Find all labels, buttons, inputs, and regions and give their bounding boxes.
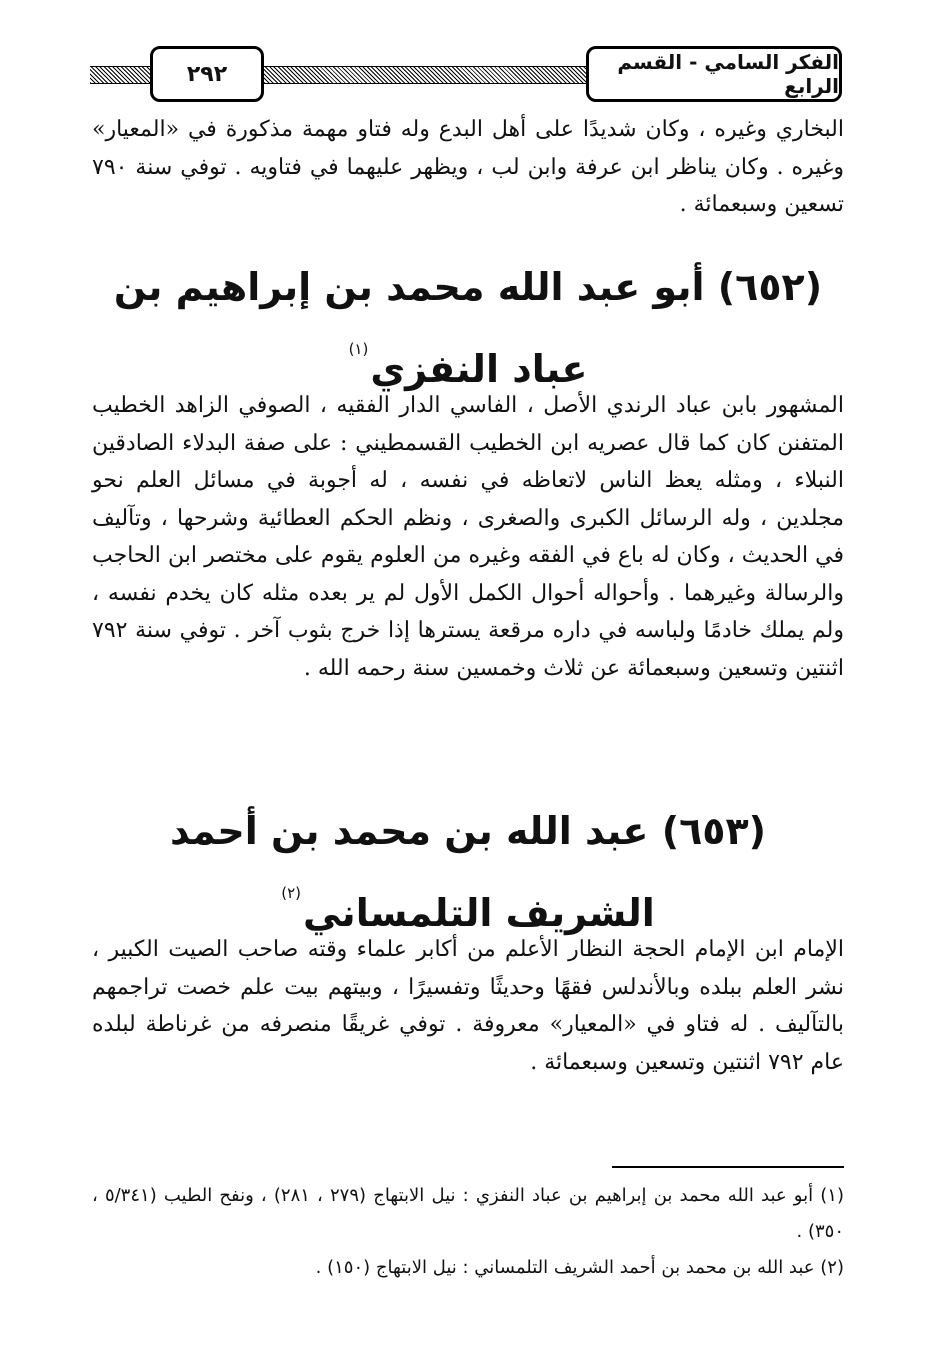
page-number: ٢٩٢ xyxy=(150,46,264,102)
entry-652-note-ref: (١) xyxy=(348,340,369,358)
page-header xyxy=(90,40,842,102)
entry-653-note-ref: (٢) xyxy=(281,884,301,902)
footnotes xyxy=(92,1178,844,1286)
entry-652-heading xyxy=(92,256,844,400)
footnote-2: (٢) عبد الله بن محمد بن أحمد الشريف التلمساني : نيل الابتهاج (١٥٠) . xyxy=(315,1257,844,1278)
entry-653-title: (٦٥٣) عبد الله بن محمد بن أحمد الشريف التلمساني xyxy=(169,809,767,935)
intro-text: البخاري وغيره ، وكان شديدًا على أهل البدع وله فتاو مهمة مذكورة في «المعيار» وغيره . وكان يناظر ابن عرفة وابن لب ، ويظهر عليهما في فتاويه . توفي سنة ٧٩٠ تسعين وسبعمائة . xyxy=(92,117,844,217)
entry-653-text: الإمام ابن الإمام الحجة النظار الأعلم من أكابر علماء وقته صاحب الصيت الكبير ، نشر العلم ببلده وبالأندلس فقهًا وحديثًا وتفسيرًا ، وبيتهم بيت علم خصت تراجمهم بالتآليف . له فتاو في «المعيار» معروفة . توفي غريقًا منصرفه من غرناطة لبلده عام ٧٩٢ اثنتين وتسعين وسبعمائة . xyxy=(92,937,845,1075)
entry-652-text: المشهور بابن عباد الرندي الأصل ، الفاسي الدار الفقيه ، الصوفي الزاهد الخطيب المتفنن كان كما قال عصريه ابن الخطيب القسمطيني : على صفة البدلاء الصادقين النبلاء ، ومثله يعظ الناس لاتعاظه في نفسه ، له أجوبة في مسائل العلم نحو مجلدين ، وله الرسائل الكبرى والصغرى ، ونظم الحكم العطائية وشرحها ، وتآليف في الحديث ، وكان له باع في الفقه وغيره من العلوم يقوم على مختصر ابن الحاجب والرسالة وغيرهما . وأحواله أحوال الكمل الأول لم ير بعده مثله كان يخدم نفسه ، ولم يملك خادمًا ولباسه في داره مرقعة يسترها إذا خرج بثوب آخر . توفي سنة ٧٩٢ اثنتين وتسعين وسبعمائة عن ثلاث وخمسين سنة رحمه الله . xyxy=(92,393,844,681)
entry-653-body xyxy=(92,931,844,1081)
entry-652-body xyxy=(92,387,844,687)
footnote-separator xyxy=(612,1166,844,1168)
running-title: الفكر السامي - القسم الرابع xyxy=(586,46,842,102)
intro-paragraph xyxy=(92,111,844,224)
footnote-1: (١) أبو عبد الله محمد بن إبراهيم بن عباد النفزي : نيل الابتهاج (٢٧٩ ، ٢٨١) ، ونفح الطيب (٥/٣٤١ ، ٣٥٠) . xyxy=(92,1185,844,1242)
entry-653-heading xyxy=(92,800,844,944)
entry-652-title: (٦٥٢) أبو عبد الله محمد بن إبراهيم بن عباد النفزي xyxy=(113,265,823,391)
